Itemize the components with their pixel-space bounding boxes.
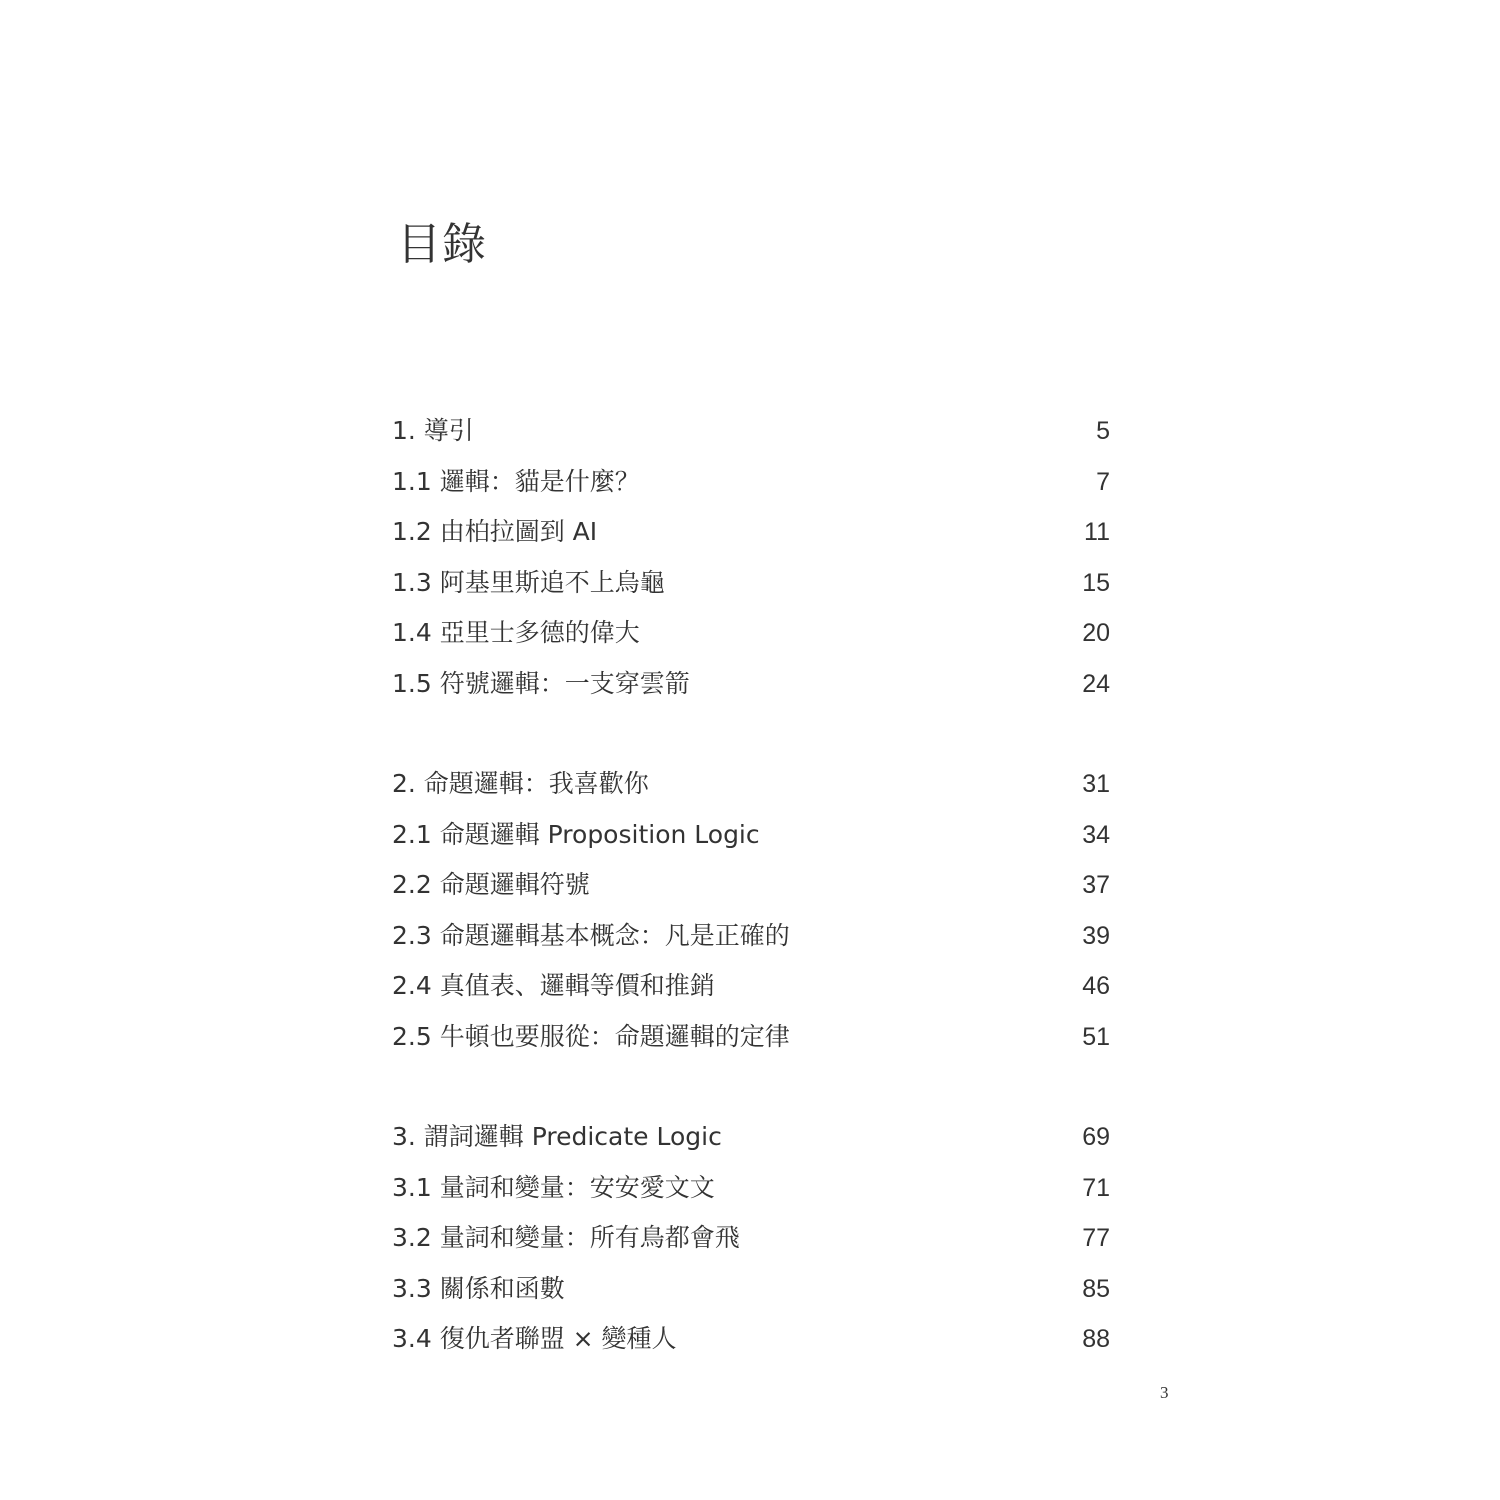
- toc-entry-page: 85: [1082, 1274, 1110, 1303]
- toc-entry-label: 1.2 由柏拉圖到 AI: [392, 517, 598, 546]
- toc-entry-label: 2.1 命題邏輯 Proposition Logic: [392, 819, 760, 849]
- toc-entry-label: 2.4 真值表、邏輯等價和推銷: [392, 971, 715, 1000]
- toc-entry-page: 15: [1082, 568, 1110, 597]
- toc-entry-page: 46: [1082, 972, 1110, 1000]
- toc-entry: [392, 1012, 1110, 1063]
- toc-list: [392, 406, 1110, 1415]
- toc-entry-page: 51: [1082, 1022, 1110, 1051]
- toc-entry: [392, 507, 1110, 558]
- toc-entry-label: 3.4 復仇者聯盟 × 變種人: [392, 1324, 677, 1353]
- toc-entry: [392, 659, 1110, 710]
- toc-entry: [392, 406, 1110, 457]
- toc-entry: [392, 1264, 1110, 1315]
- toc-entry-label: 1.4 亞里士多德的偉大: [392, 618, 640, 647]
- toc-entry-page: 11: [1084, 518, 1110, 546]
- toc-section-2: [392, 759, 1110, 1062]
- toc-entry-label: 2.2 命題邏輯符號: [392, 870, 590, 899]
- toc-title: 目錄: [397, 219, 487, 270]
- toc-entry-label: 2.5 牛頓也要服從：命題邏輯的定律: [392, 1021, 790, 1051]
- toc-entry-label: 2. 命題邏輯：我喜歡你: [392, 769, 649, 798]
- toc-entry: [392, 1112, 1110, 1163]
- toc-entry-page: 69: [1082, 1123, 1110, 1151]
- toc-entry: [392, 1163, 1110, 1214]
- toc-entry-page: 39: [1082, 921, 1110, 950]
- toc-entry: [392, 457, 1110, 508]
- toc-entry-page: 88: [1082, 1325, 1110, 1353]
- toc-entry: [392, 608, 1110, 659]
- toc-entry-label: 1.3 阿基里斯追不上烏龜: [392, 567, 665, 597]
- toc-entry-page: 20: [1082, 619, 1110, 647]
- toc-entry: [392, 1213, 1110, 1264]
- toc-section-3: [392, 1112, 1110, 1365]
- toc-entry: [392, 1314, 1110, 1365]
- toc-entry: [392, 860, 1110, 911]
- toc-entry-page: 71: [1082, 1173, 1110, 1202]
- toc-entry-page: 34: [1082, 820, 1110, 849]
- toc-entry-label: 2.3 命題邏輯基本概念：凡是正確的: [392, 920, 790, 950]
- toc-entry-page: 31: [1082, 770, 1110, 798]
- toc-entry-page: 77: [1082, 1224, 1110, 1252]
- toc-entry-page: 37: [1082, 871, 1110, 899]
- toc-entry-label: 1.1 邏輯：貓是什麼？: [392, 466, 640, 496]
- toc-entry-label: 3. 謂詞邏輯 Predicate Logic: [392, 1122, 722, 1151]
- toc-entry: [392, 558, 1110, 609]
- toc-entry: [392, 961, 1110, 1012]
- toc-entry-label: 3.1 量詞和變量：安安愛文文: [392, 1172, 715, 1202]
- toc-entry: [392, 759, 1110, 810]
- toc-entry-page: 24: [1082, 669, 1110, 698]
- toc-entry-label: 3.3 關係和函數: [392, 1273, 565, 1303]
- page-number: 3: [1160, 1383, 1169, 1402]
- toc-entry-page: 7: [1096, 467, 1110, 496]
- toc-entry: [392, 911, 1110, 962]
- toc-entry-label: 3.2 量詞和變量：所有鳥都會飛: [392, 1223, 740, 1252]
- toc-entry-label: 1. 導引: [392, 416, 474, 445]
- toc-entry: [392, 810, 1110, 861]
- toc-section-1: [392, 406, 1110, 709]
- toc-entry-label: 1.5 符號邏輯：一支穿雲箭: [392, 668, 690, 698]
- toc-entry-page: 5: [1096, 417, 1110, 445]
